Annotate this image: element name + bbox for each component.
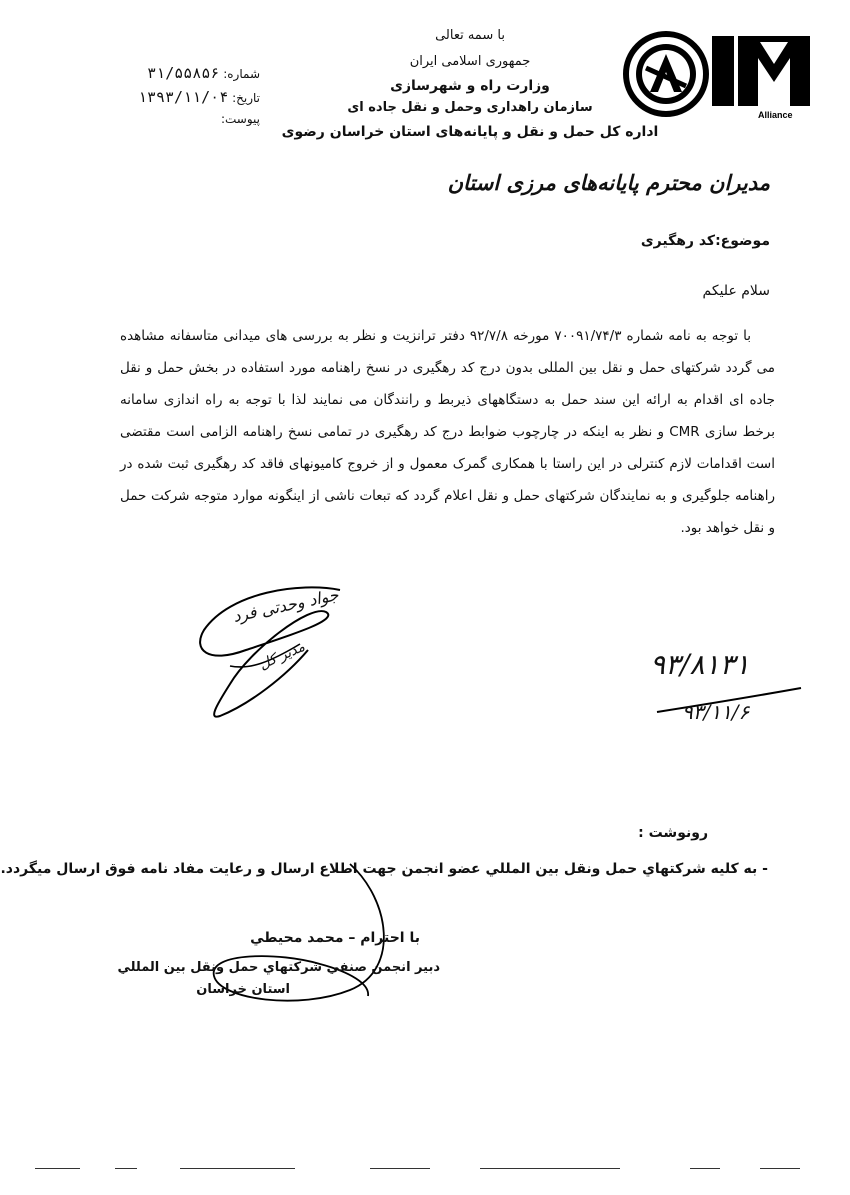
ministry-name: وزارت راه و شهرسازی — [390, 78, 550, 94]
footer-rule — [115, 1168, 137, 1169]
organization-name: سازمان راهداری وحمل و نقل جاده ای — [347, 100, 593, 115]
handwritten-date: ۹۳/۱۱/۶ — [682, 700, 750, 724]
handwritten-number: ۹۳/۸۱۳۱ — [650, 648, 750, 681]
footer-rule — [690, 1168, 720, 1169]
letter-greeting: سلام علیکم — [702, 283, 770, 299]
ministry-logo-icon — [620, 28, 820, 123]
letter-attachment-label: پیوست: — [220, 112, 260, 126]
copy-regards: با احترام – محمد محيطي — [250, 930, 420, 946]
footer-rule — [35, 1168, 80, 1169]
copy-line: - به كليه شركتهاي حمل ونقل بين المللي عضو انجمن جهت اطلاع ارسال و رعايت مفاد نامه فوق ارسال ميگردد. — [0, 861, 768, 877]
copy-label: رونوشت : — [638, 825, 708, 841]
logo-alliance-text: Alliance — [758, 110, 793, 120]
signature-title: مدیر کل — [256, 638, 308, 674]
letter-body — [120, 320, 775, 544]
footer-rule — [480, 1168, 620, 1169]
letter-attachment-row — [130, 112, 260, 136]
letter-subject: موضوع:کد رهگیری — [640, 233, 770, 249]
copy-signer-title: دبير انجمن صنفي شركتهاي حمل ونقل بين المللي — [117, 960, 440, 975]
letter-date-value: ۱۳۹۳/۱۱/۰۴ — [137, 88, 229, 106]
letter-number-row — [130, 64, 260, 88]
footer-rule — [370, 1168, 430, 1169]
footer-rule — [180, 1168, 295, 1169]
department-name: اداره کل حمل و نقل و پایانه‌های استان خراسان رضوی — [281, 124, 659, 140]
letter-addressee: مدیران محترم پایانه‌های مرزی استان — [447, 170, 770, 195]
letter-number-label: شماره: — [223, 67, 260, 81]
republic-name: جمهوری اسلامی ایران — [409, 54, 531, 69]
signature-name: جواد وحدتی فرد — [231, 585, 341, 626]
footer-rule — [760, 1168, 800, 1169]
letter-date-row — [130, 88, 260, 112]
copy-signer-province: استان خراسان — [196, 982, 290, 997]
letter-date-label: تاریخ: — [232, 91, 260, 105]
letter-body-paragraph: با توجه به نامه شماره ۷۰۰۹۱/۷۴/۳ مورخه ۹۲/۷/۸ دفتر ترانزیت و نظر به بررسی های میدانی متاسفانه مشاهده می گردد شرکتهای حمل و نقل بین المللی بدون درج کد رهگیری در نسخ راهنامه مورد استفاده در بخش حمل و نقل جاده ای اقدام به ارائه این سند حمل به دستگاههای ذیربط و رانندگان می نمایند لذا با توجه به راه اندازی سامانه برخط سازی CMR و نظر به اینکه در چارچوب ضوابط درج کد رهگیری در تمامی نسخ راهنامه الزامی است مقتضی است اقدامات لازم کنترلی در این راستا با همکاری گمرک معمول و از خروج کامیونهای فاقد کد رهگیری ثبت شده در راهنامه جلوگیری و به نمایندگان شرکتهای حمل و نقل اعلام گردد که تبعات ناشی از اینگونه موارد متوجه شرکت حمل و نقل خواهد بود. — [120, 328, 775, 536]
letter-meta — [130, 64, 260, 136]
basmala: با سمه تعالی — [435, 28, 505, 43]
letter-number-value: ۳۱/۵۵۸۵۶ — [147, 64, 220, 82]
